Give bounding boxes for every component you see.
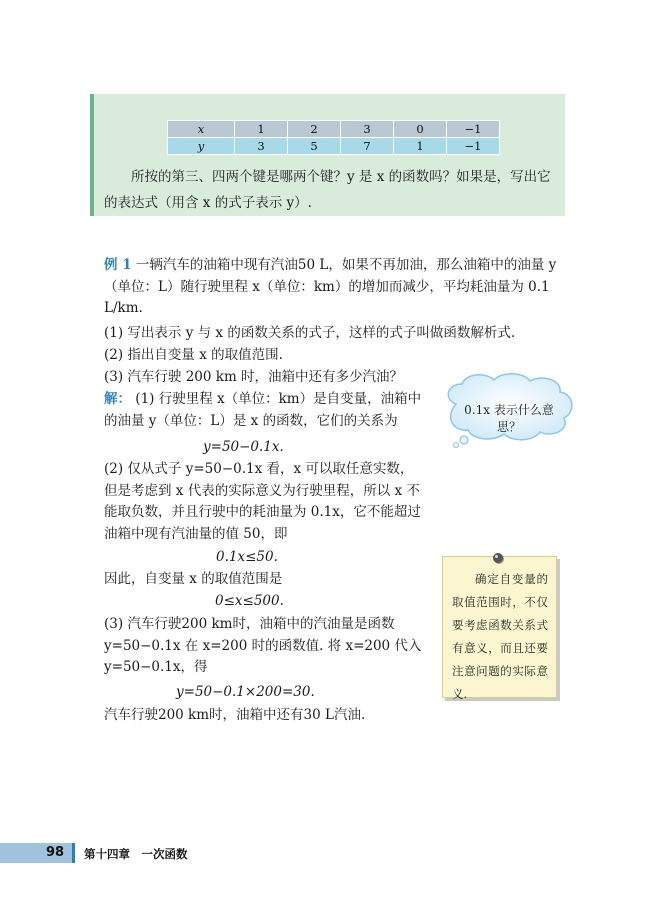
table-cell: −1	[447, 121, 500, 138]
solution-part-2: (2) 仅从式子 y=50−0.1x 看，x 可以取任意实数，但是考虑到 x 代表的实际意义为行驶里程，所以 x 不能取负数，并且行驶中的耗油量为 0.1x，它不能超过油箱中现有汽油量的值 50，即	[104, 461, 421, 542]
thought-bubble-text: 0.1x 表示什么意思？	[464, 403, 554, 434]
example-question-1: (1) 写出表示 y 与 x 的函数关系的式子，这样的式子叫做函数解析式.	[104, 325, 516, 341]
table-cell: 1	[235, 121, 288, 138]
solution-part-3: 因此，自变量 x 的取值范围是	[104, 571, 283, 587]
chapter-title: 第十四章 一次函数	[84, 847, 188, 861]
example-intro	[104, 255, 566, 320]
table-cell: 2	[288, 121, 341, 138]
formula-2: 0.1x≤50.	[216, 549, 278, 565]
value-table	[167, 120, 500, 155]
solution-part-4: (3) 汽车行驶200 km时，油箱中的汽油量是函数 y=50−0.1x 在 x=200 时的函数值. 将 x=200 代入 y=50−0.1x，得	[104, 616, 422, 675]
table-cell: y	[168, 138, 235, 155]
table-cell: 7	[341, 138, 394, 155]
pushpin-icon	[493, 553, 503, 563]
table-cell: 1	[394, 138, 447, 155]
footer-divider	[72, 843, 75, 863]
solution-conclusion: 汽车行驶200 km时，油箱中还有30 L汽油.	[104, 707, 366, 723]
table-question: 所按的第三、四两个键是哪两个键？y 是 x 的函数吗？如果是，写出它的表达式（用含 x 的式子表示 y）.	[104, 169, 551, 211]
page-number: 98	[46, 845, 65, 860]
example-question-3: (3) 汽车行驶 200 km 时，油箱中还有多少汽油？	[104, 369, 404, 385]
formula-4: y=50−0.1×200=30.	[176, 684, 315, 700]
table-cell: 3	[341, 121, 394, 138]
table-row-y	[168, 138, 500, 155]
formula-3: 0≤x≤500.	[215, 593, 284, 609]
solution-part-1-text: (1) 行驶里程 x（单位：km）是自变量，油箱中的油量 y（单位：L）是 x 的函数，它们的关系为	[104, 391, 422, 429]
example-question-2: (2) 指出自变量 x 的取值范围.	[104, 347, 283, 363]
solution-part-1	[104, 389, 422, 432]
solution-label: 解：	[104, 391, 131, 407]
side-note-text: 确定自变量的取值范围时，不仅要考虑函数关系式有意义，而且还要注意问题的实际意义.	[452, 572, 548, 701]
table-cell: 0	[394, 121, 447, 138]
formula-1: y=50−0.1x.	[203, 439, 284, 455]
example-intro-text: 一辆汽车的油箱中现有汽油50 L，如果不再加油，那么油箱中的油量 y（单位：L）随行驶里程 x（单位：km）的增加而减少，平均耗油量为 0.1 L/km.	[104, 257, 557, 316]
example-label: 例 1	[104, 257, 132, 273]
table-cell: 5	[288, 138, 341, 155]
table-cell: −1	[447, 138, 500, 155]
table-row-x	[168, 121, 500, 138]
table-cell: x	[168, 121, 235, 138]
table-cell: 3	[235, 138, 288, 155]
